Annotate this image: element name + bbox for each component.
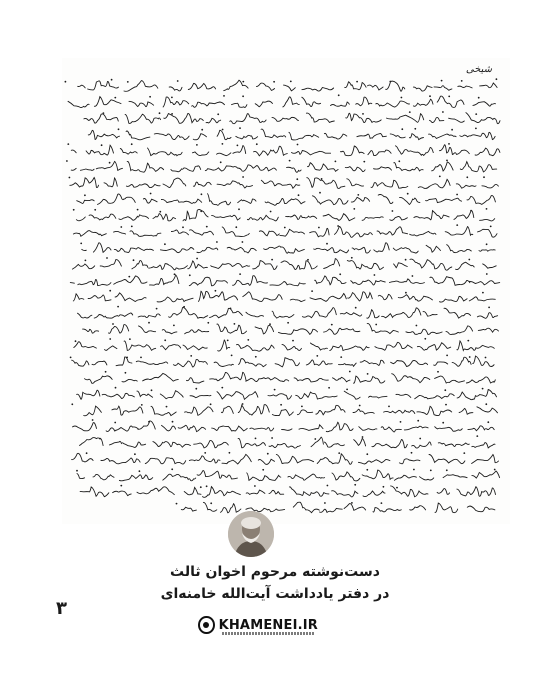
- handwritten-manuscript: [62, 58, 510, 524]
- portrait-photo-icon: [228, 511, 274, 557]
- caption-title: دست‌نوشته مرحوم اخوان ثالث: [170, 564, 380, 580]
- corner-note: شیخی: [465, 64, 492, 75]
- caption-subtitle: در دفتر یادداشت آیت‌الله خامنه‌ای: [160, 586, 390, 602]
- author-portrait: [228, 511, 274, 557]
- logo-tagline: [222, 632, 314, 635]
- handwriting-image: [62, 58, 510, 524]
- khamenei-emblem-icon: [198, 616, 215, 634]
- logo-text: KHAMENEI.IR: [218, 617, 318, 633]
- page-number: ۳: [56, 598, 67, 619]
